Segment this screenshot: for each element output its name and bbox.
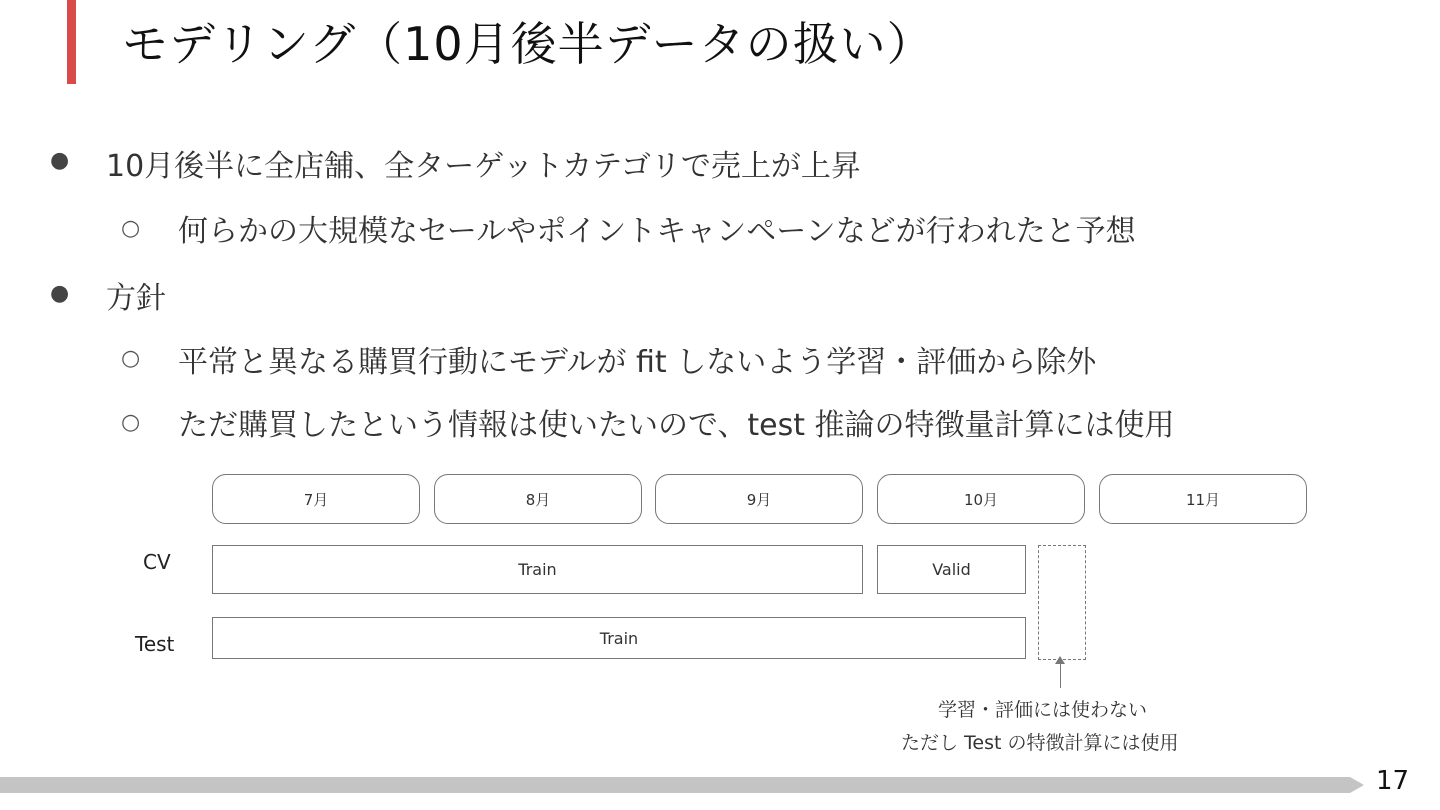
row-label-cv: CV bbox=[143, 550, 171, 574]
bullet-2-sub-2-text: ただ購買したという情報は使いたいので、test 推論の特徴量計算には使用 bbox=[178, 408, 1175, 443]
note-line-1: 学習・評価には使わない bbox=[938, 699, 1148, 721]
bullet-dot-icon: ● bbox=[50, 281, 70, 306]
footer-arrow-icon bbox=[1350, 777, 1364, 793]
bullet-1-text: 10月後半に全店舗、全ターゲットカテゴリで売上が上昇 bbox=[106, 149, 861, 184]
arrow-line bbox=[1060, 662, 1061, 688]
title-accent-bar bbox=[67, 0, 76, 84]
page-number: 17 bbox=[1376, 766, 1410, 796]
sub-bullet-circle-icon: ○ bbox=[121, 346, 141, 371]
bullet-dot-icon: ● bbox=[50, 148, 70, 173]
bullet-1-sub-1-text: 何らかの大規模なセールやポイントキャンペーンなどが行われたと予想 bbox=[178, 214, 1136, 249]
bullet-2-text: 方針 bbox=[106, 281, 166, 316]
bullet-2-sub-1-text: 平常と異なる購買行動にモデルが fit しないよう学習・評価から除外 bbox=[178, 345, 1097, 380]
cv-train-segment: Train bbox=[212, 545, 863, 594]
note-line-2: ただし Test の特徴計算には使用 bbox=[901, 732, 1179, 754]
cv-valid-segment: Valid bbox=[877, 545, 1026, 594]
footer-progress-bar bbox=[0, 777, 1350, 793]
test-train-segment: Train bbox=[212, 617, 1026, 659]
slide-title: モデリング（10月後半データの扱い） bbox=[122, 17, 934, 71]
excluded-period-box bbox=[1038, 545, 1086, 660]
sub-bullet-circle-icon: ○ bbox=[121, 410, 141, 435]
month-box-aug: 8月 bbox=[434, 474, 642, 524]
month-box-nov: 11月 bbox=[1099, 474, 1307, 524]
month-box-oct: 10月 bbox=[877, 474, 1085, 524]
sub-bullet-circle-icon: ○ bbox=[121, 216, 141, 241]
month-box-sep: 9月 bbox=[655, 474, 863, 524]
row-label-test: Test bbox=[135, 632, 175, 656]
month-box-jul: 7月 bbox=[212, 474, 420, 524]
